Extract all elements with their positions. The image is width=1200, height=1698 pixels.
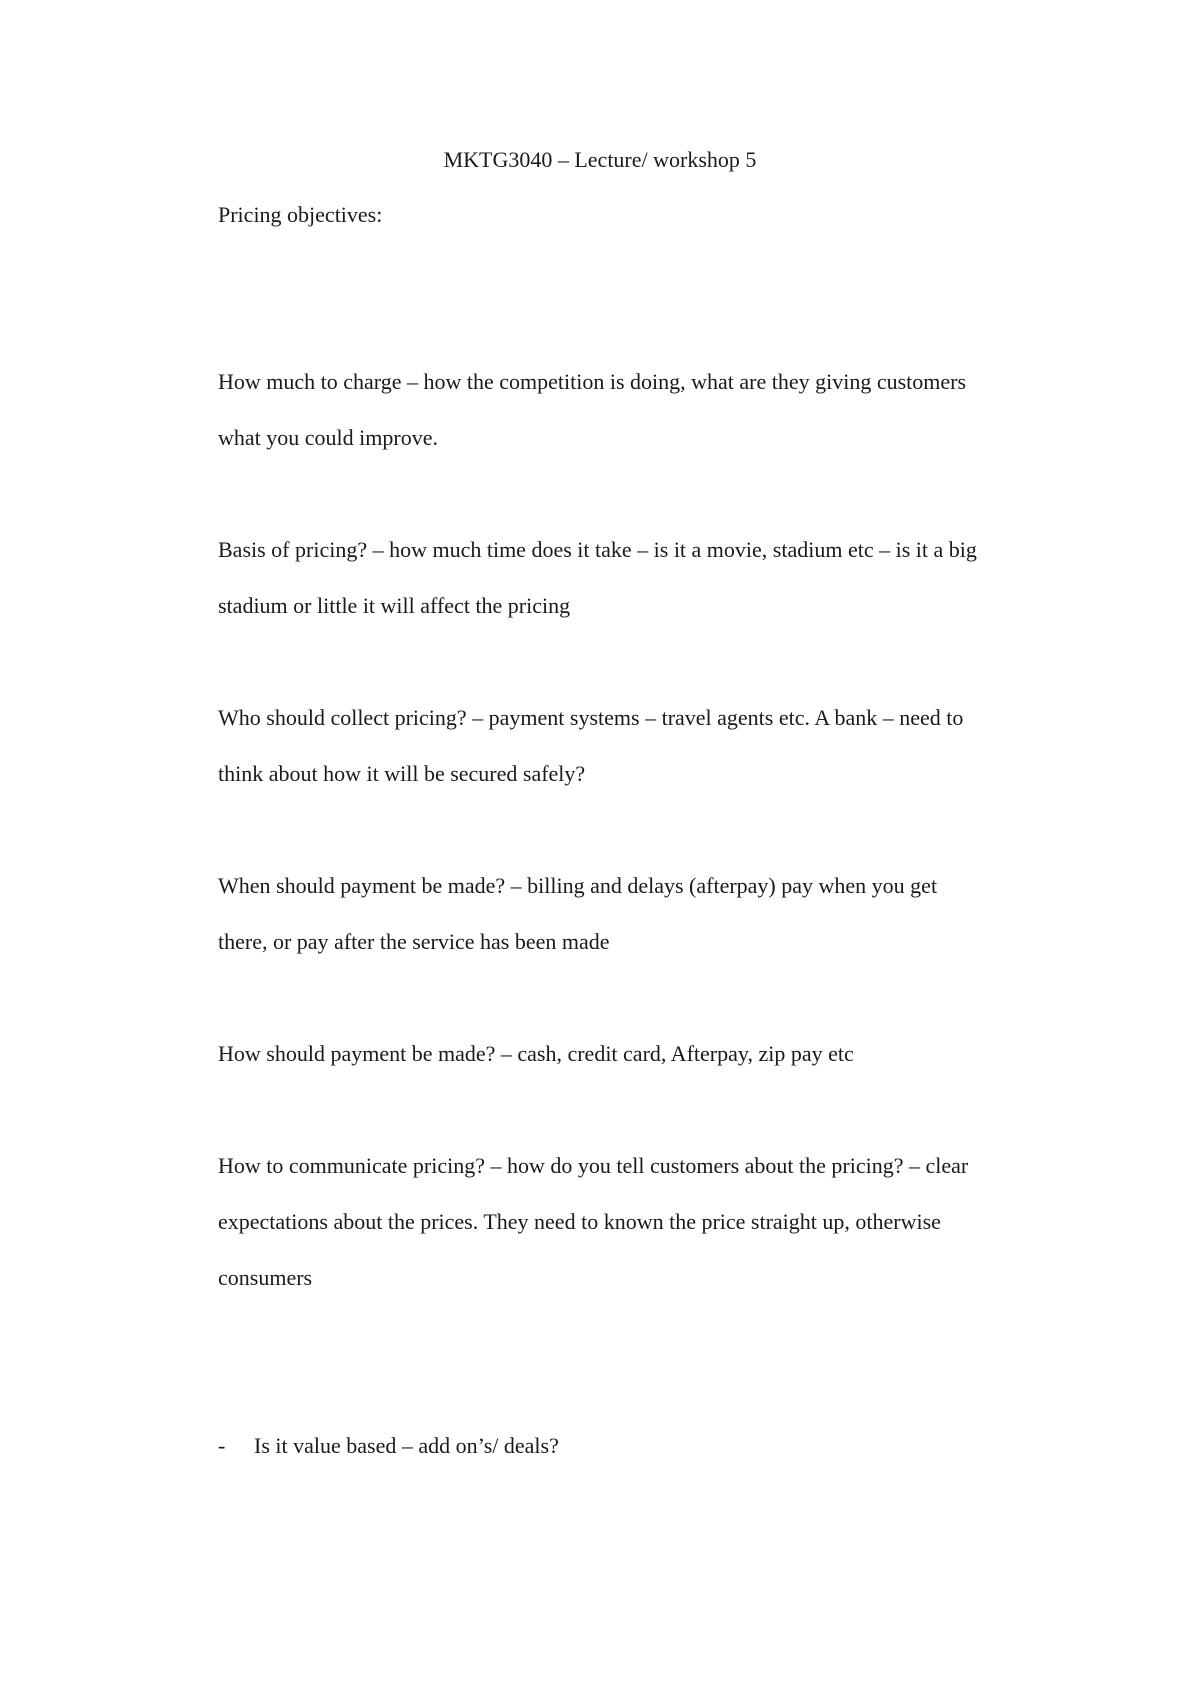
paragraph-line: How much to charge – how the competition is doing, what are they giving customers (218, 369, 967, 394)
paragraph-line: How to communicate pricing? – how do you tell customers about the pricing? – clear (218, 1153, 969, 1178)
paragraph-line: think about how it will be secured safely? (218, 761, 586, 786)
paragraph-line: Who should collect pricing? – payment systems – travel agents etc. A bank – need to (218, 705, 964, 730)
bullet-marker: - (218, 1433, 226, 1458)
bullet-text: Is it value based – add on’s/ deals? (254, 1433, 559, 1458)
paragraph-line: When should payment be made? – billing and delays (afterpay) pay when you get (218, 873, 938, 898)
paragraph-line: Basis of pricing? – how much time does it take – is it a movie, stadium etc – is it a big (218, 537, 977, 562)
paragraph-line: there, or pay after the service has been made (218, 929, 610, 954)
paragraph-line: consumers (218, 1265, 313, 1290)
document-title: MKTG3040 – Lecture/ workshop 5 (443, 147, 757, 172)
paragraph-line: what you could improve. (218, 425, 438, 450)
paragraph-line: How should payment be made? – cash, credit card, Afterpay, zip pay etc (218, 1041, 854, 1066)
paragraph-line: expectations about the prices. They need to known the price straight up, otherwise (218, 1209, 941, 1234)
section-heading: Pricing objectives: (218, 202, 383, 227)
paragraph-line: stadium or little it will affect the pricing (218, 593, 571, 618)
